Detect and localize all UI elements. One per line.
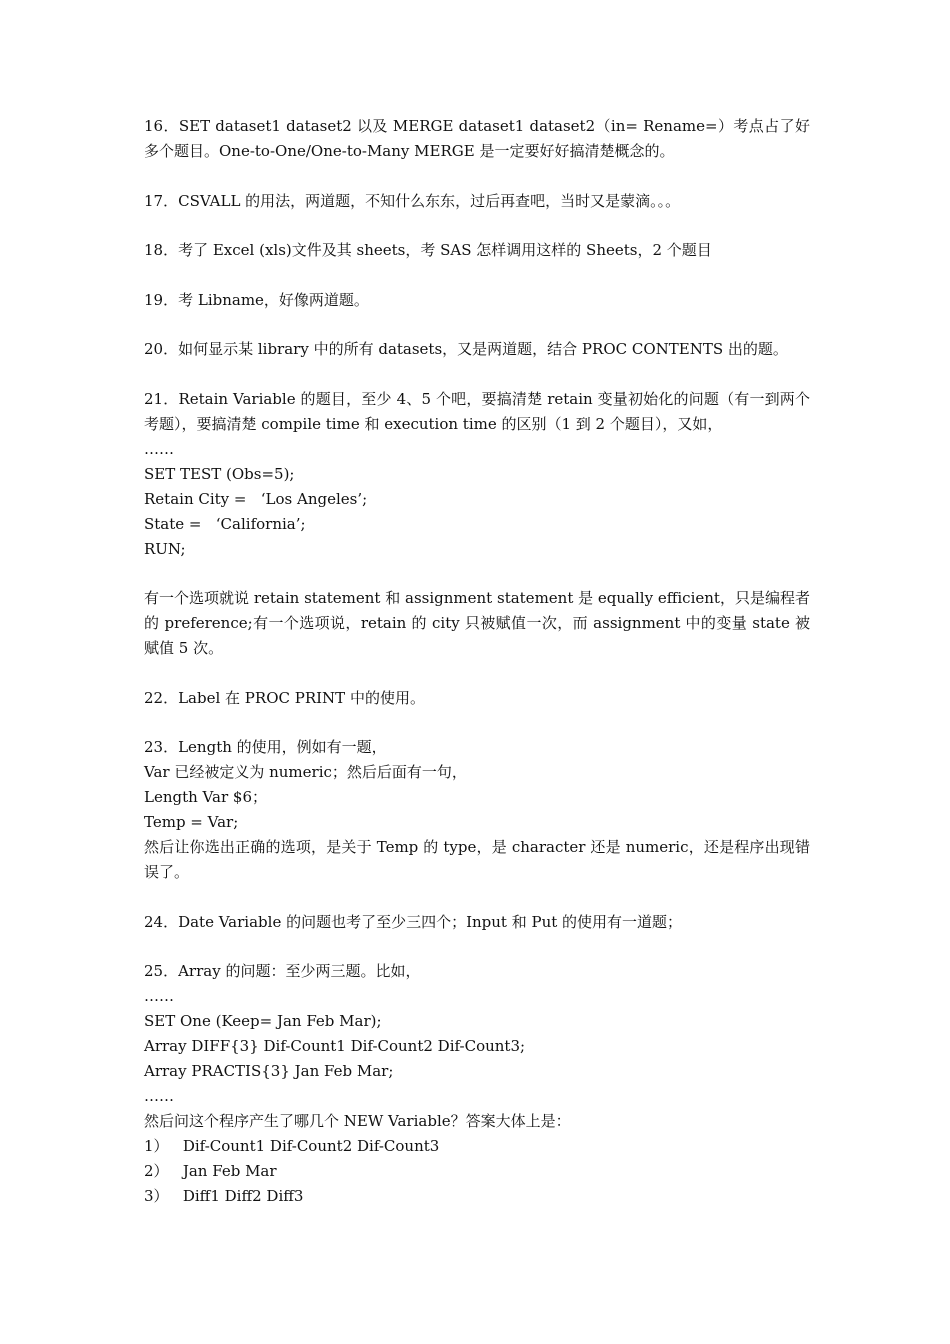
answer-option: 3） Diff1 Diff2 Diff3 <box>144 1187 304 1205</box>
item-21-note: 有一个选项就说 retain statement 和 assignment statement 是 equally efficient，只是编程者的 preference;有一个选项说，retain 的 city 只被赋值一次，而 assignment 中的变量 state 被赋值 5 次。 <box>144 589 810 657</box>
code-line: Retain City = ‘Los Angeles’; <box>144 489 368 508</box>
item-16: 16．SET dataset1 dataset2 以及 MERGE dataset1 dataset2（in= Rename=）考点占了好多个题目。One-to-One/One-to-Many MERGE 是一定要好好搞清楚概念的。 <box>144 117 810 160</box>
item-24: 24．Date Variable 的问题也考了至少三四个；Input 和 Put 的使用有一道题； <box>144 912 683 931</box>
code-line: RUN; <box>144 539 186 558</box>
item-23-note: 然后让你选出正确的选项，是关于 Temp 的 type，是 character 还是 numeric，还是程序出现错误了。 <box>144 838 810 881</box>
item-23: 23．Length 的使用，例如有一题， <box>144 738 387 756</box>
text-line: Length Var $6； <box>144 788 267 806</box>
document-page <box>144 114 810 1209</box>
item-21: 21．Retain Variable 的题目，至少 4、5 个吧，要搞清楚 retain 变量初始化的问题（有一到两个考题），要搞清楚 compile time 和 execution time 的区别（1 到 2 个题目），又如， <box>144 389 810 433</box>
answer-option: 1） Dif-Count1 Dif-Count2 Dif-Count3 <box>144 1137 440 1155</box>
code-line: Array DIFF{3} Dif-Count1 Dif-Count2 Dif-Count3; <box>144 1037 526 1055</box>
item-20: 20．如何显示某 library 中的所有 datasets，又是两道题，结合 PROC CONTENTS 出的题。 <box>144 340 788 358</box>
item-19: 19．考 Libname，好像两道题。 <box>144 290 369 309</box>
code-line: …… <box>144 439 174 458</box>
item-25: 25．Array 的问题：至少两三题。比如， <box>144 962 421 980</box>
code-line: SET TEST (Obs=5); <box>144 464 295 483</box>
item-18: 18．考了 Excel (xls)文件及其 sheets，考 SAS 怎样调用这样的 Sheets，2 个题目 <box>144 241 712 259</box>
item-17: 17．CSVALL 的用法，两道题，不知什么东东，过后再查吧，当时又是蒙滴。。。 <box>144 191 681 210</box>
code-line: State = ‘California’; <box>144 514 306 533</box>
text-line: Temp = Var; <box>144 813 239 831</box>
item-22: 22．Label 在 PROC PRINT 中的使用。 <box>144 688 425 707</box>
code-line: Array PRACTIS{3} Jan Feb Mar; <box>144 1062 394 1080</box>
answer-option: 2） Jan Feb Mar <box>144 1162 277 1180</box>
code-line: …… <box>144 1087 174 1105</box>
item-25-question: 然后问这个程序产生了哪几个 NEW Variable？答案大体上是： <box>144 1112 571 1130</box>
text-line: Var 已经被定义为 numeric；然后后面有一句， <box>144 763 467 781</box>
code-line: SET One (Keep= Jan Feb Mar); <box>144 1012 382 1030</box>
code-line: …… <box>144 987 174 1005</box>
